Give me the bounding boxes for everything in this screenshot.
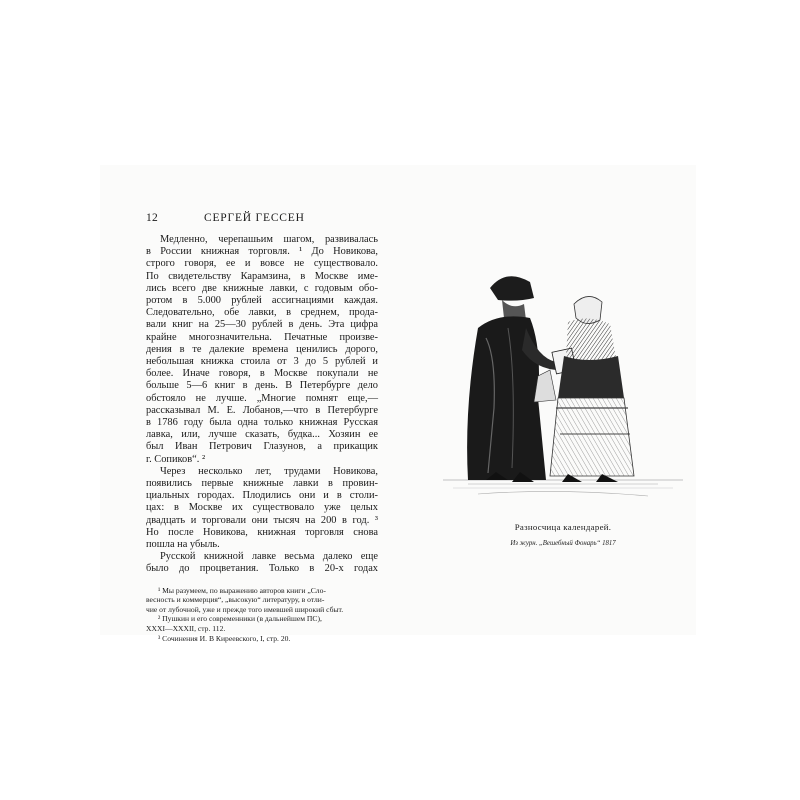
footnote-line: ¹ Мы разумеем, по выражению авторов книги „Сло- <box>158 585 326 595</box>
text-line: дения в те далекие времена ценились дорого, <box>146 343 378 355</box>
text-line: рассказывал М. Е. Лобанов,—что в Петербурге <box>146 404 378 416</box>
footnote-line: ² Пушкин и его современники (в дальнейшем ПС), <box>158 614 322 624</box>
text-line: было до процветания. Только в 20-х годах <box>146 563 378 575</box>
text-line: Через несколько лет, трудами Новикова, <box>160 465 378 477</box>
text-line: крайне многозначительна. Печатные произве- <box>146 331 378 343</box>
text-line: небольшая книжка стоила от 3 до 5 рублей и <box>146 356 378 368</box>
footnote-line: XXXI—XXXII, стр. 112. <box>146 624 226 634</box>
ground-shadow <box>443 480 683 496</box>
text-line: строго говоря, ее и вовсе не существовало. <box>146 258 378 270</box>
text-line: По свидетельству Карамзина, в Москве име- <box>146 270 378 282</box>
text-line: Следовательно, обе лавки, в среднем, прода- <box>146 307 378 319</box>
text-line: цах: в Москве их существовало уже целых <box>146 502 378 514</box>
text-line: г. Сопиков“. ² <box>146 453 206 465</box>
left-page <box>146 212 378 643</box>
text-line: лись всего две книжные лавки, с годовым обо- <box>146 282 378 294</box>
text-line: циальных городах. Плодились они и в столи- <box>146 490 378 502</box>
illustration-source: Из журн. „Вешебный Фонарь“ 1817 <box>510 540 616 547</box>
text-line: более. Иначе говоря, в Москве покупали не <box>146 368 378 380</box>
text-line: двадцать и торговали они тысяч на 200 в год. ³ <box>146 514 378 526</box>
text-line: Русской книжной лавке весьма далеко еще <box>160 551 378 563</box>
text-line: появились первые книжные лавки в провин- <box>146 478 378 490</box>
text-line: лавка, или, лучше сказать, будка... Хозяин ее <box>146 429 378 441</box>
footnote-line: ³ Сочинения И. В Киреевского, I, стр. 20. <box>158 633 291 643</box>
footnotes <box>146 586 378 644</box>
text-line: пошла на убыль. <box>146 539 220 551</box>
footnote-line: чие от лубочной, уже и прежде того имевшей широкий сбыт. <box>146 604 344 614</box>
footnote-line: весность и коммерция“, „высокую“ литературу, в отли- <box>146 595 325 605</box>
page-number: 12 <box>146 212 159 224</box>
text-line: Но после Новикова, книжная торговля снова <box>146 526 378 538</box>
illustration-caption: Разносчица календарей. <box>514 522 612 532</box>
header-title: СЕРГЕЙ ГЕССЕН <box>204 212 305 224</box>
text-line: ротом в 5.000 рублей ассигнациями каждая. <box>146 295 378 307</box>
text-line: Медленно, черепашьим шагом, развивалась <box>160 234 378 245</box>
text-line: больше 5—6 книг в день. В Петербурге дело <box>146 380 378 392</box>
engraving-illustration <box>438 258 688 510</box>
running-head <box>146 212 378 228</box>
text-line: в России книжная торговля. ¹ До Новикова, <box>146 246 378 258</box>
woman-figure <box>550 296 634 482</box>
text-line: обстояло не лучше. „Многие помнят еще,— <box>146 392 378 404</box>
text-line: в 1786 году была одна только книжная Русская <box>146 417 378 429</box>
text-line: был Иван Петрович Глазунов, а прикащик <box>146 441 378 453</box>
body-text <box>146 234 378 576</box>
text-line: вали книг на 25—30 рублей в день. Эта цифра <box>146 319 378 331</box>
